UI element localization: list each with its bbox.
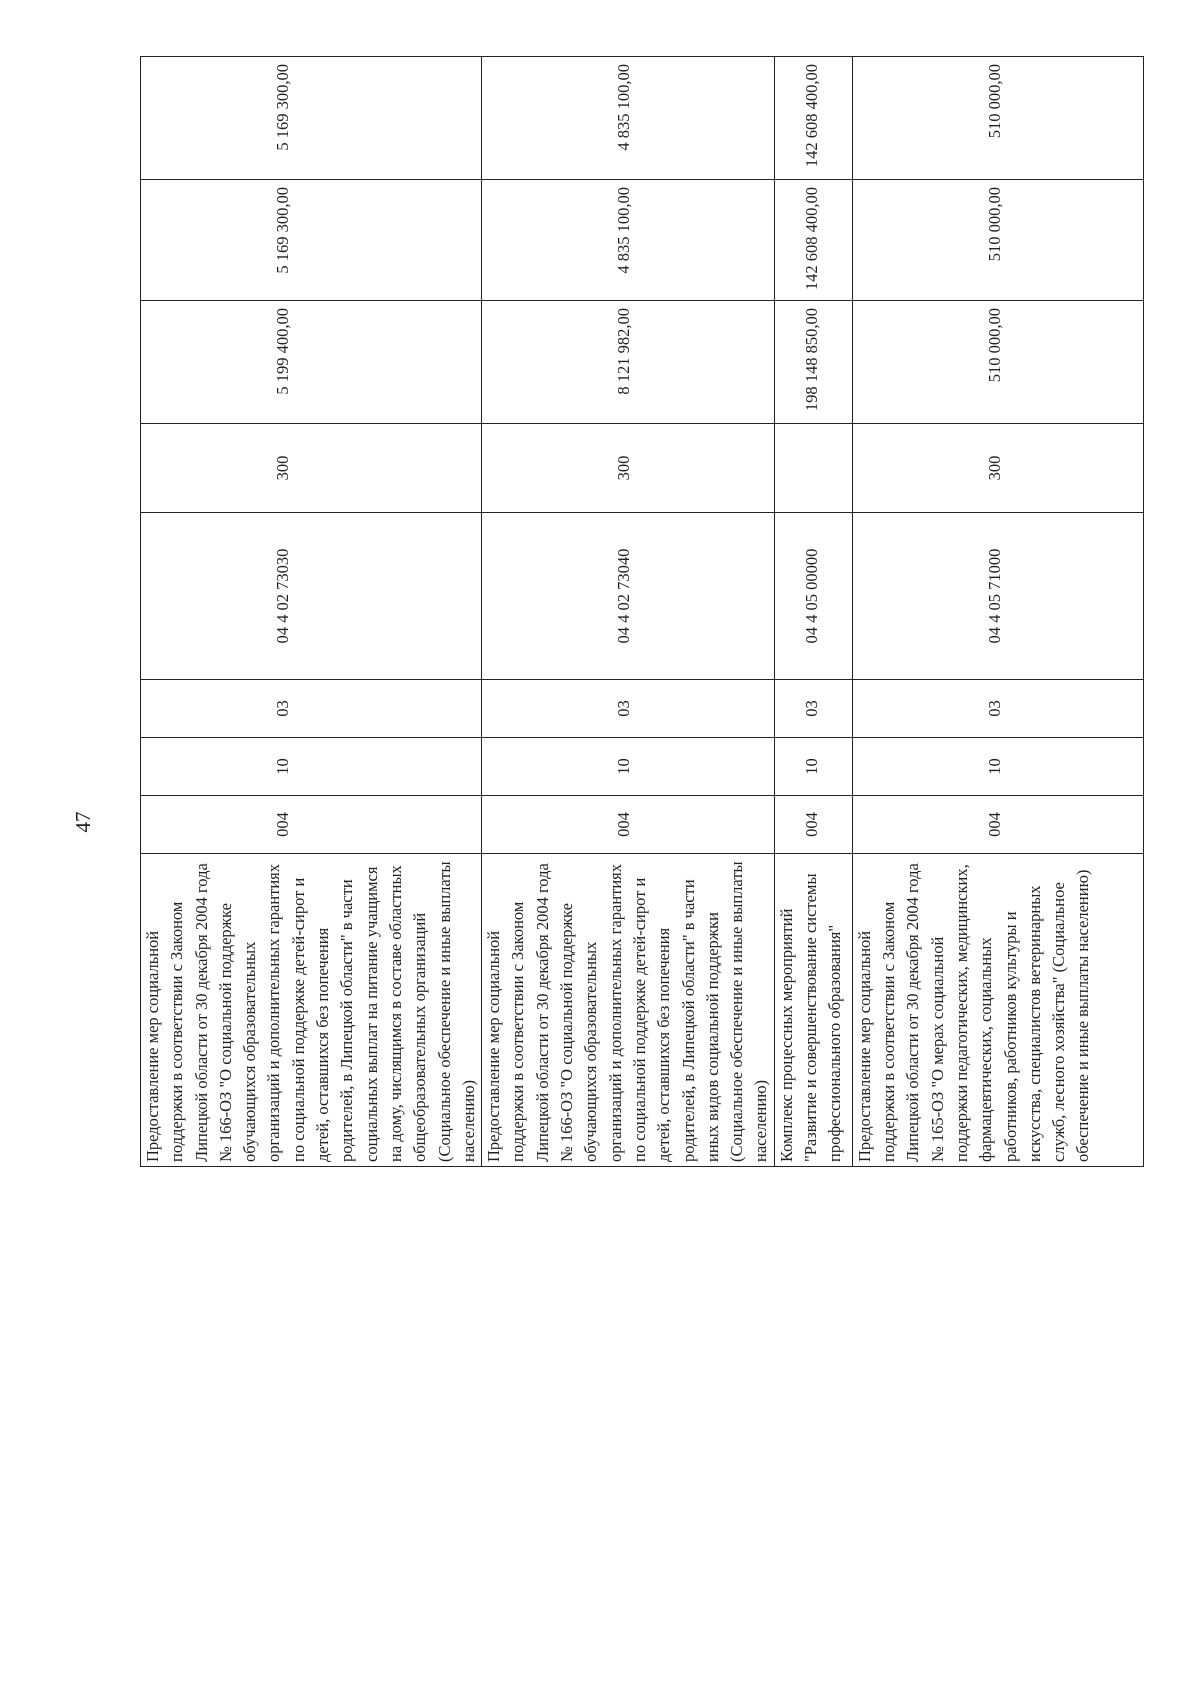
target-item-cell: 04 4 05 71000 bbox=[852, 513, 1143, 680]
amount-1-cell: 510 000,00 bbox=[852, 301, 1143, 424]
budget-table-rotated bbox=[140, 57, 1104, 1167]
expense-type-cell bbox=[774, 424, 852, 513]
amount-2-cell: 510 000,00 bbox=[852, 180, 1143, 301]
ministry-code-cell: 004 bbox=[852, 796, 1143, 854]
target-item-cell: 04 4 02 73030 bbox=[141, 513, 482, 680]
amount-1-cell: 198 148 850,00 bbox=[774, 301, 852, 424]
amount-2-cell: 5 169 300,00 bbox=[141, 180, 482, 301]
ministry-code-cell: 004 bbox=[774, 796, 852, 854]
amount-3-cell: 142 608 400,00 bbox=[774, 57, 852, 180]
amount-1-cell: 5 199 400,00 bbox=[141, 301, 482, 424]
expense-type-cell: 300 bbox=[482, 424, 775, 513]
table-row bbox=[482, 57, 775, 1167]
expense-type-cell: 300 bbox=[141, 424, 482, 513]
subsection-code-cell: 03 bbox=[774, 680, 852, 738]
amount-3-cell: 510 000,00 bbox=[852, 57, 1143, 180]
section-code-cell: 10 bbox=[774, 738, 852, 796]
table-row bbox=[141, 57, 482, 1167]
description-cell: Предоставление мер социальной поддержки в соответствии с Законом Липецкой области от 30 декабря 2004 года № 166-ОЗ "О социальной поддержке обучающихся образовательных организаций и дополнительных гарантиях по социальной поддержке детей-сирот и детей, оставшихся без попечения родителей, в Липецкой области" в части иных видов социальной поддержки (Социальное обеспечение и иные выплаты населению) bbox=[482, 854, 775, 1167]
description-cell: Предоставление мер социальной поддержки в соответствии с Законом Липецкой области от 30 декабря 2004 года № 166-ОЗ "О социальной поддержке обучающихся образовательных организаций и дополнительных гарантиях по социальной поддержке детей-сирот и детей, оставшихся без попечения родителей, в Липецкой области" в части социальных выплат на питание учащимся на дому, числящимся в составе областных общеобразовательных организаций (Социальное обеспечение и иные выплаты населению) bbox=[141, 854, 482, 1167]
table-row bbox=[852, 57, 1143, 1167]
expense-type-cell: 300 bbox=[852, 424, 1143, 513]
section-code-cell: 10 bbox=[482, 738, 775, 796]
section-code-cell: 10 bbox=[852, 738, 1143, 796]
ministry-code-cell: 004 bbox=[482, 796, 775, 854]
amount-3-cell: 4 835 100,00 bbox=[482, 57, 775, 180]
description-cell: Предоставление мер социальной поддержки в соответствии с Законом Липецкой области от 30 декабря 2004 года № 165-ОЗ "О мерах социальной поддержки педагогических, медицинских, фармацевтических, социальных работников, работников культуры и искусства, специалистов ветеринарных служб, лесного хозяйства" (Социальное обеспечение и иные выплаты населению) bbox=[852, 854, 1143, 1167]
subsection-code-cell: 03 bbox=[141, 680, 482, 738]
amount-2-cell: 4 835 100,00 bbox=[482, 180, 775, 301]
amount-1-cell: 8 121 982,00 bbox=[482, 301, 775, 424]
target-item-cell: 04 4 02 73040 bbox=[482, 513, 775, 680]
amount-2-cell: 142 608 400,00 bbox=[774, 180, 852, 301]
description-cell: Комплекс процессных мероприятий "Развитие и совершенствование системы профессионального образования" bbox=[774, 854, 852, 1167]
ministry-code-cell: 004 bbox=[141, 796, 482, 854]
section-code-cell: 10 bbox=[141, 738, 482, 796]
table-row bbox=[774, 57, 852, 1167]
page-number: 47 bbox=[71, 811, 95, 833]
amount-3-cell: 5 169 300,00 bbox=[141, 57, 482, 180]
budget-table bbox=[140, 56, 1144, 1167]
subsection-code-cell: 03 bbox=[852, 680, 1143, 738]
target-item-cell: 04 4 05 00000 bbox=[774, 513, 852, 680]
subsection-code-cell: 03 bbox=[482, 680, 775, 738]
